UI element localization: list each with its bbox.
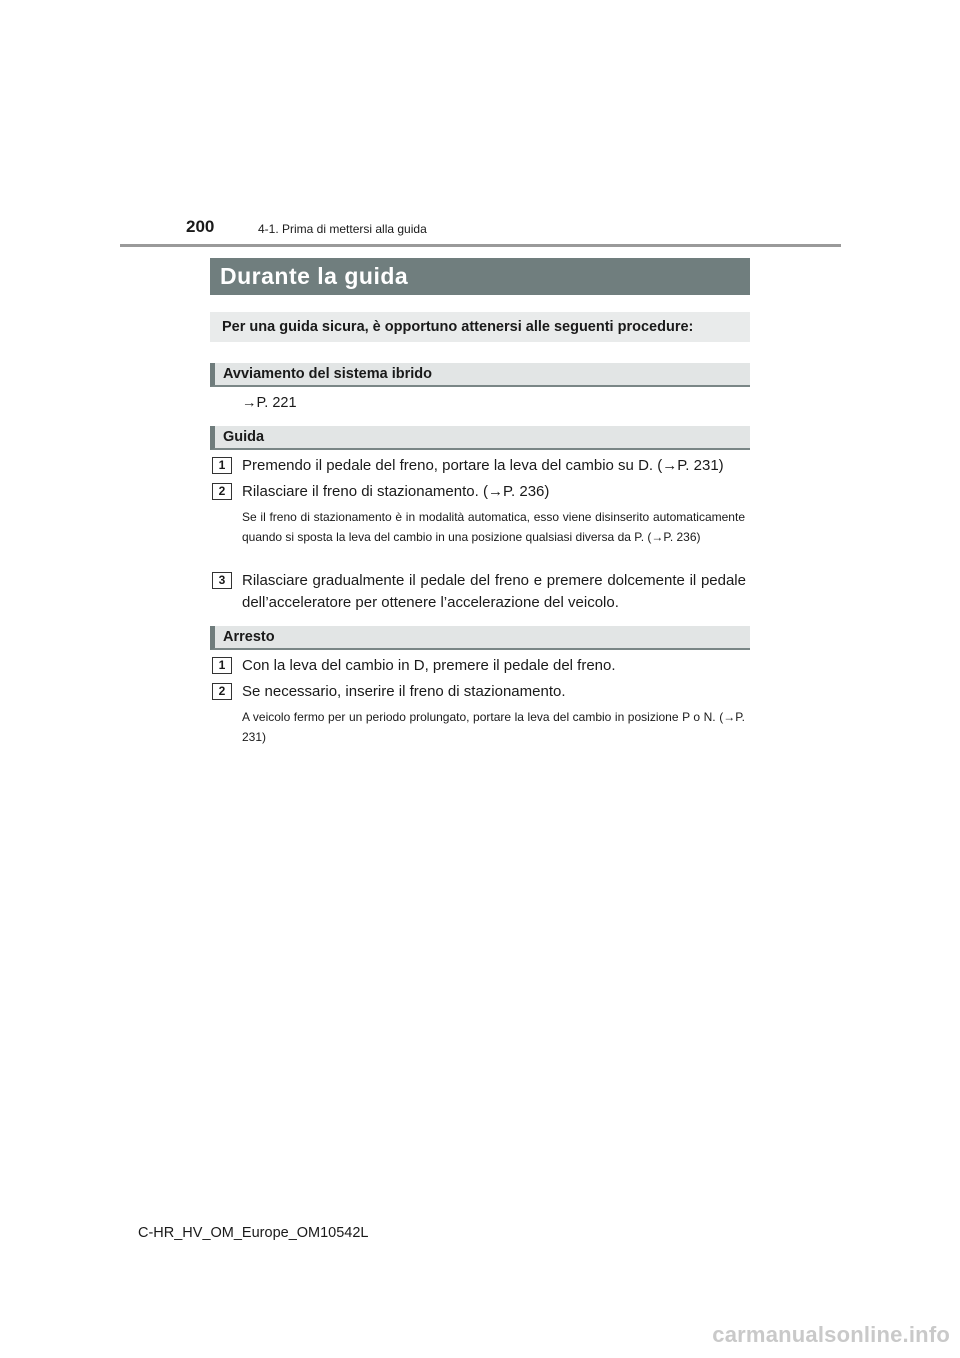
subheading-arresto	[210, 626, 750, 650]
note-guida: Se il freno di stazionamento è in modalità automatica, esso viene disinserito automaticamente quando si sposta la leva del cambio in una posizione qualsiasi diversa da P. (→P. 236)	[242, 510, 745, 544]
watermark: carmanualsonline.info	[712, 1322, 950, 1347]
step-text: Premendo il pedale del freno, portare la leva del cambio su D. (→P. 231)	[242, 457, 724, 474]
step-text: Con la leva del cambio in D, premere il pedale del freno.	[242, 657, 616, 674]
subheading-avviamento	[210, 363, 750, 387]
subheading-label: Guida	[223, 429, 265, 445]
step-number: 1	[212, 457, 232, 474]
step-number: 2	[212, 483, 232, 500]
step-number: 2	[212, 683, 232, 700]
step-text: Se necessario, inserire il freno di stazionamento.	[242, 683, 566, 700]
header-rule	[120, 244, 841, 247]
title-bar	[210, 258, 750, 295]
note-arresto: A veicolo fermo per un periodo prolungato, portare la leva del cambio in posizione P o N. (→P. 231)	[242, 710, 745, 744]
subheading-label: Arresto	[223, 629, 275, 645]
page-title: Durante la guida	[220, 263, 409, 289]
intro-text: Per una guida sicura, è opportuno attenersi alle seguenti procedure:	[222, 319, 694, 335]
step-text: Rilasciare il freno di stazionamento. (→P. 236)	[242, 483, 550, 500]
step-number: 3	[212, 572, 232, 589]
subheading-guida	[210, 426, 750, 450]
step-text: Rilasciare gradualmente il pedale del freno e premere dolcemente il pedale dell’acceleratore per ottenere l’accelerazione del veicolo.	[242, 572, 746, 611]
footer-document-id: C-HR_HV_OM_Europe_OM10542L	[138, 1225, 369, 1241]
page-reference-link[interactable]: →P. 221	[242, 395, 297, 411]
step-number: 1	[212, 657, 232, 674]
section-reference: 4-1. Prima di mettersi alla guida	[258, 222, 427, 236]
subheading-label: Avviamento del sistema ibrido	[223, 366, 432, 382]
page-number: 200	[186, 217, 215, 236]
intro-box	[210, 312, 750, 342]
